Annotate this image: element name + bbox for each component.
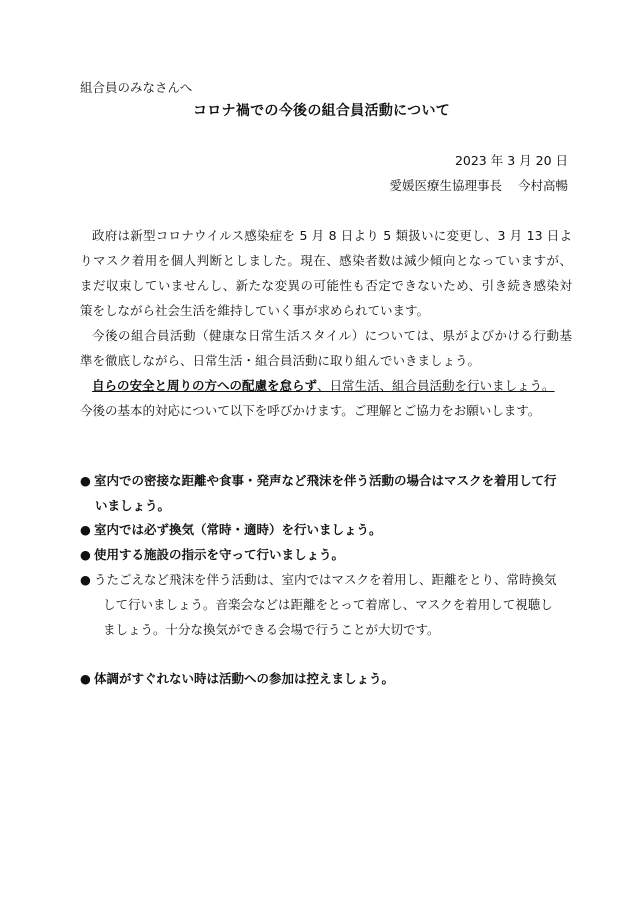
bullet-5-text: 体調がすぐれない時は活動への参加は控えましょう。 [94, 671, 395, 686]
bullet-4-line-1 [80, 571, 557, 589]
document-title: コロナ禍での今後の組合員活動について [192, 103, 451, 119]
bullet-dot-icon: ● [80, 671, 91, 686]
bullet-4-text-1: うたごえなど飛沫を伴う活動は、室内ではマスクを着用し、距離をとり、常時換気 [94, 572, 557, 587]
bullet-dot-icon: ● [80, 547, 91, 562]
bullet-2 [80, 521, 382, 539]
sender-name: 今村高暢 [517, 178, 568, 193]
addressee: 組合員のみなさんへ [80, 80, 193, 95]
sender-org: 愛媛医療生協理事長 [389, 178, 502, 193]
emphasis-bold: 自らの安全と周りの方への配慮を怠らず [92, 378, 318, 393]
bullet-3 [80, 546, 344, 564]
emphasis-text [92, 378, 555, 393]
paragraph-1-line-3: まだ収束していませんし、新たな変異の可能性も否定できないため、引き続き感染対 [80, 278, 572, 293]
bullet-dot-icon: ● [80, 473, 91, 488]
bullet-2-text: 室内では必ず換気（常時・適時）を行いましょう。 [94, 522, 382, 537]
paragraph-2-line-1: 今後の組合員活動（健康な日常生活スタイル）については、県がよびかける行動基 [92, 328, 572, 343]
paragraph-2-line-2: 準を徹底しながら、日常生活・組合員活動に取り組んでいきましょう。 [80, 353, 481, 368]
paragraph-1-line-4: 策をしながら社会生活を維持していく事が求められています。 [80, 303, 430, 318]
sender-line [389, 177, 568, 195]
paragraph-1-line-2: りマスク着用を個人判断としました。現在、感染者数は減少傾向となっていますが、 [80, 253, 572, 268]
paragraph-3-line-1 [80, 377, 572, 395]
emphasis-rest: 、日常生活、組合員活動を行いましょう。 [317, 378, 555, 393]
bullet-3-text: 使用する施設の指示を守って行いましょう。 [94, 547, 345, 562]
bullet-dot-icon: ● [80, 572, 91, 587]
bullet-1-line-2: いましょう。 [95, 498, 171, 513]
bullet-4-line-2: して行いましょう。音楽会などは距離をとって着席し、マスクを着用して視聴し [103, 597, 553, 612]
document-date: 2023 年 3 月 20 日 [454, 153, 568, 168]
paragraph-3-line-2: 今後の基本的対応について以下を呼びかけます。ご理解とご協力をお願いします。 [80, 403, 541, 418]
bullet-1-line-1 [80, 472, 557, 490]
paragraph-1-line-1: 政府は新型コロナウイルス感染症を 5 月 8 日より 5 類扱いに変更し、3 月 13 日よ [92, 228, 572, 243]
bullet-5 [80, 670, 394, 688]
bullet-1-text-1: 室内での密接な距離や食事・発声など飛沫を伴う活動の場合はマスクを着用して行 [94, 473, 557, 488]
bullet-4-line-3: ましょう。十分な換気ができる会場で行うことが大切です。 [103, 622, 440, 637]
bullet-dot-icon: ● [80, 522, 91, 537]
